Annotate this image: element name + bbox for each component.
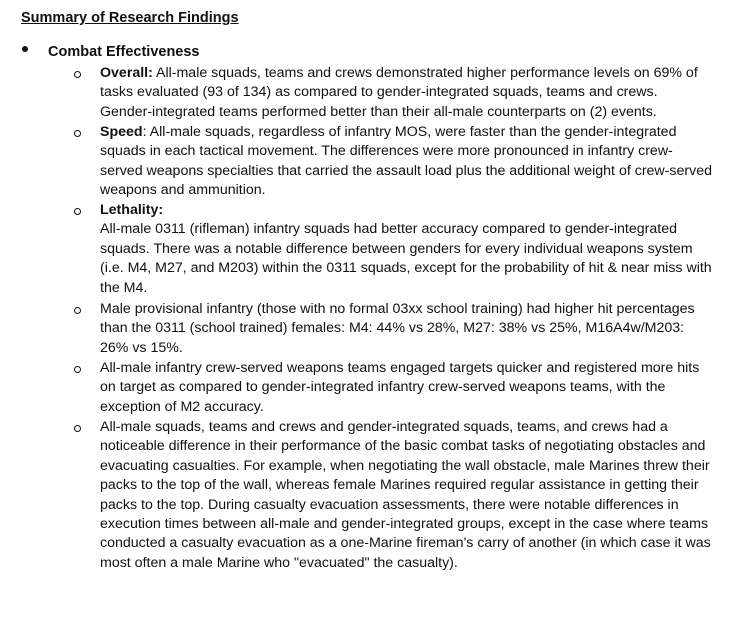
section-bullet-icon <box>22 46 28 52</box>
item-label: Lethality: <box>100 202 164 218</box>
item-text: Male provisional infantry (those with no formal 03xx school training) had higher hit percentages than the 0311 (school trained) females: M4: 44% vs 28%, M27: 38% vs 25%, M16A4w/M203: 26% vs 15%. <box>100 301 695 356</box>
document-title: Summary of Research Findings <box>21 10 239 26</box>
item-text: All-male 0311 (rifleman) infantry squads had better accuracy compared to gender-integrated squads. There was a notable difference between genders for every individual weapons system (i.e. M4, M27, and M203) within the 0311 squads, except for the probability of hit & near miss with the M4. <box>100 221 712 296</box>
section-heading: Combat Effectiveness <box>48 44 200 60</box>
item-text: All-male squads, teams and crews and gender-integrated squads, teams, and crews had a noticeable difference in their performance of the basic combat tasks of negotiating obstacles and evacuating casualties. For example, when negotiating the wall obstacle, male Marines threw their packs to the top of the wall, whereas female Marines required regular assistance in getting their packs to the top. During casualty evacuation assessments, there were notable differences in execution times between all-male and gender-integrated groups, except in the case where teams conducted a casualty evacuation as a one-Marine fireman's carry of another (in which case it was most often a male Marine who "evacuated" the casualty). <box>100 419 711 571</box>
item-text: All-male squads, teams and crews demonstrated higher performance levels on 69% of tasks evaluated (93 of 134) as compared to gender-integrated squads, teams and crews. Gender-integrated teams performed better than their all-male counterparts on (2) events. <box>100 65 698 120</box>
hollow-bullet-icon <box>74 425 81 432</box>
list-item-text <box>100 418 712 573</box>
list-item-text <box>100 64 712 122</box>
list-item-text <box>100 359 712 417</box>
hollow-bullet-icon <box>74 71 81 78</box>
item-label: Speed <box>100 124 143 140</box>
item-text: All-male infantry crew-served weapons teams engaged targets quicker and registered more hits on target as compared to gender-integrated infantry crew-served weapons teams, with the exception of M2 accuracy. <box>100 360 700 415</box>
list-item-text <box>100 300 712 358</box>
hollow-bullet-icon <box>74 208 81 215</box>
hollow-bullet-icon <box>74 130 81 137</box>
list-item-text <box>100 201 712 298</box>
list-item-text <box>100 123 712 201</box>
hollow-bullet-icon <box>74 366 81 373</box>
item-label: Overall: <box>100 65 153 81</box>
hollow-bullet-icon <box>74 307 81 314</box>
item-text: : All-male squads, regardless of infantry MOS, were faster than the gender-integrated squads in each tactical movement. The differences were more pronounced in infantry crew-served weapons specialties that carried the assault load plus the additional weight of crew-served weapons and ammunition. <box>100 124 712 199</box>
